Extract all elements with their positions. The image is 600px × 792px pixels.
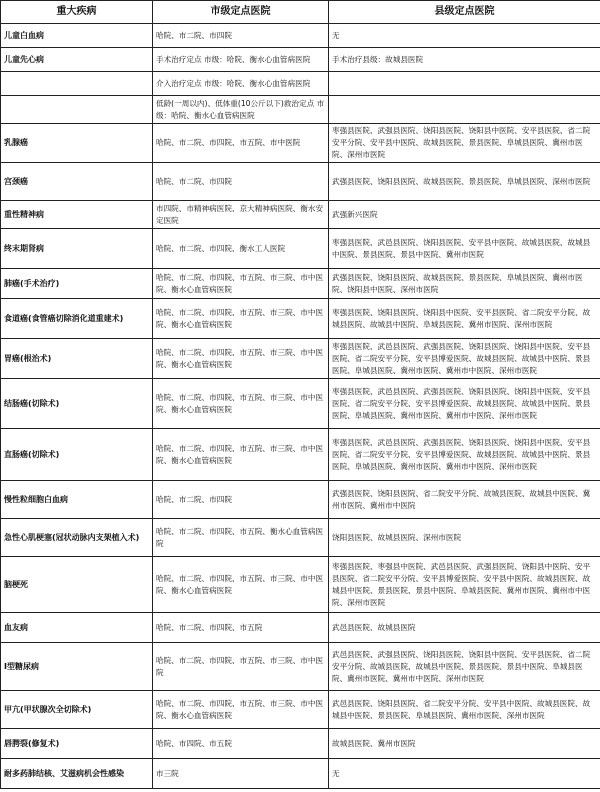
county-hospitals-cell: 无 bbox=[329, 759, 600, 789]
city-hospitals-cell: 哈院、市四院、市五院 bbox=[153, 729, 329, 759]
table-row bbox=[1, 269, 600, 299]
disease-cell: 甲亢(甲状腺次全切除术) bbox=[1, 691, 153, 729]
city-hospitals-cell: 哈院、市二院、市四院、市五院、市三院、市中医院、衡水心血管病医院 bbox=[153, 339, 329, 379]
disease-cell: 食道癌(食管癌切除消化道重建术) bbox=[1, 299, 153, 339]
county-hospitals-cell: 枣强县医院、武邑县医院、武强县医院、饶阳县医院、饶阳县中医院、安平县医院、省二院安平分院、安平县博爱医院、故城县医院、故城县中医院、景县医院、阜城县医院、冀州市医院、冀州市中医院、深州市医院 bbox=[329, 429, 600, 481]
county-hospitals-cell: 武强县医院、饶阳县医院、省二院安平分院、故城县医院、故城县中医院、冀州市医院、冀州市中医院 bbox=[329, 481, 600, 519]
disease-cell: Ⅰ型糖尿病 bbox=[1, 643, 153, 691]
table-row bbox=[1, 201, 600, 229]
table-row bbox=[1, 299, 600, 339]
city-hospitals-cell: 哈院、市二院、市四院、市五院、市三院、市中医院、衡水心血管病医院 bbox=[153, 691, 329, 729]
table-row bbox=[1, 691, 600, 729]
county-hospitals-cell: 无 bbox=[329, 24, 600, 48]
disease-cell: 重性精神病 bbox=[1, 201, 153, 229]
table-row bbox=[1, 124, 600, 163]
disease-cell: 儿童先心病 bbox=[1, 48, 153, 72]
disease-cell: 胃癌(根治术) bbox=[1, 339, 153, 379]
disease-cell bbox=[1, 96, 153, 124]
disease-cell: 乳腺癌 bbox=[1, 124, 153, 163]
table-row bbox=[1, 429, 600, 481]
disease-cell: 唇腭裂(修复术) bbox=[1, 729, 153, 759]
city-hospitals-cell: 哈院、市二院、市四院 bbox=[153, 481, 329, 519]
county-hospitals-cell bbox=[329, 72, 600, 96]
disease-cell: 慢性粒细胞白血病 bbox=[1, 481, 153, 519]
city-hospitals-cell: 哈院、市二院、市四院、市五院、市三院、市中医院、衡水心血管病医院 bbox=[153, 269, 329, 299]
disease-cell: 耐多药肺结核、艾滋病机会性感染 bbox=[1, 759, 153, 789]
table-row bbox=[1, 48, 600, 72]
city-hospitals-cell: 哈院、市二院、市四院 bbox=[153, 24, 329, 48]
table-row bbox=[1, 24, 600, 48]
city-hospitals-cell: 哈院、市二院、市四院、市五院、衡水心血管病医院 bbox=[153, 519, 329, 557]
county-hospitals-cell: 武邑县医院、故城县医院 bbox=[329, 613, 600, 643]
disease-cell: 急性心肌梗塞(冠状动脉内支架植入术) bbox=[1, 519, 153, 557]
city-hospitals-cell: 市四院、市精神病医院、京大精神病医院、衡水安定医院 bbox=[153, 201, 329, 229]
city-hospitals-cell: 哈院、市二院、市四院、衡水工人医院 bbox=[153, 229, 329, 269]
table-row bbox=[1, 163, 600, 201]
county-hospitals-cell: 武邑县医院、饶阳县医院、省二院安平分院、安平县中医院、故城县医院、故城县中医院、景县医院、阜城县医院、冀州市医院、深州市医院 bbox=[329, 691, 600, 729]
county-hospitals-cell: 手术治疗县级：故城县医院 bbox=[329, 48, 600, 72]
header-city-hospitals: 市级定点医院 bbox=[153, 1, 329, 24]
table-row bbox=[1, 339, 600, 379]
county-hospitals-cell: 武强县医院、饶阳县医院、故城县医院、景县医院、阜城县医院、深州市医院 bbox=[329, 163, 600, 201]
disease-cell: 肺癌(手术治疗) bbox=[1, 269, 153, 299]
county-hospitals-cell: 枣强县医院、饶阳县医院、饶阳县中医院、安平县医院、省二院安平分院、故城县医院、故城县中医院、阜城县医院、冀州市医院、深州市医院 bbox=[329, 299, 600, 339]
city-hospitals-cell: 哈院、市二院、市四院、市五院、市三院、市中医院、衡水心血管病医院 bbox=[153, 379, 329, 429]
table-row bbox=[1, 519, 600, 557]
header-disease: 重大疾病 bbox=[1, 1, 153, 24]
county-hospitals-cell: 武强县医院、饶阳县医院、故城县医院、景县医院、阜城县医院、冀州市医院、饶阳县中医院、深州市医院 bbox=[329, 269, 600, 299]
table-row bbox=[1, 613, 600, 643]
county-hospitals-cell: 武强新兴医院 bbox=[329, 201, 600, 229]
table-row bbox=[1, 481, 600, 519]
county-hospitals-cell: 饶阳县医院、故城县医院、深州市医院 bbox=[329, 519, 600, 557]
county-hospitals-cell bbox=[329, 96, 600, 124]
table-row bbox=[1, 759, 600, 789]
disease-cell: 脑梗死 bbox=[1, 557, 153, 613]
city-hospitals-cell: 哈院、市二院、市四院、市五院、市三院、市中医院、衡水心血管病医院 bbox=[153, 299, 329, 339]
city-hospitals-cell: 手术治疗定点 市级：哈院、衡水心血管病医院 bbox=[153, 48, 329, 72]
table-row bbox=[1, 96, 600, 124]
table-header-row bbox=[1, 1, 600, 24]
disease-cell bbox=[1, 72, 153, 96]
city-hospitals-cell: 哈院、市二院、市四院、市五院、市三院、市中医院、衡水心血管病医院 bbox=[153, 429, 329, 481]
disease-cell: 结肠癌(切除术) bbox=[1, 379, 153, 429]
county-hospitals-cell: 枣强县医院、枣强县中医院、武邑县医院、武强县医院、饶阳县中医院、安平县医院、省二院安平分院、安平县博爱医院、安平县中医院、故城县医院、故城县中医院、景县医院、景县中医院、阜城县医院、冀州市医院、冀州市中医院、深州市医院 bbox=[329, 557, 600, 613]
disease-cell: 血友病 bbox=[1, 613, 153, 643]
disease-cell: 宫颈癌 bbox=[1, 163, 153, 201]
table-row bbox=[1, 379, 600, 429]
county-hospitals-cell: 武邑县医院、武强县医院、饶阳县医院、饶阳县中医院、安平县医院、省二院安平分院、故城县医院、故城县中医院、景县医院、景县中医院、阜城县医院、冀州市医院、冀州市中医院、深州市医院 bbox=[329, 643, 600, 691]
city-hospitals-cell: 哈院、市二院、市四院、市五院、市三院、市中医院、衡水心血管病医院 bbox=[153, 557, 329, 613]
county-hospitals-cell: 枣强县医院、武邑县医院、饶阳县医院、安平县中医院、故城县医院、故城县中医院、景县医院、景县中医院、冀州市医院 bbox=[329, 229, 600, 269]
table-row bbox=[1, 643, 600, 691]
county-hospitals-cell: 故城县医院、冀州市医院 bbox=[329, 729, 600, 759]
county-hospitals-cell: 枣强县医院、武强县医院、饶阳县医院、饶阳县中医院、安平县医院、省二院安平分院、安平县中医院、故城县医院、景县医院、阜城县医院、冀州市医院、深州市医院 bbox=[329, 124, 600, 163]
city-hospitals-cell: 市三院 bbox=[153, 759, 329, 789]
city-hospitals-cell: 哈院、市二院、市四院、市五院、市三院、市中医院 bbox=[153, 643, 329, 691]
table-row bbox=[1, 72, 600, 96]
disease-cell: 儿童白血病 bbox=[1, 24, 153, 48]
table-row bbox=[1, 729, 600, 759]
city-hospitals-cell: 介入治疗定点 市级：哈院、衡水心血管病医院 bbox=[153, 72, 329, 96]
city-hospitals-cell: 哈院、市二院、市四院、市五院 bbox=[153, 613, 329, 643]
disease-cell: 直肠癌(切除术) bbox=[1, 429, 153, 481]
county-hospitals-cell: 枣强县医院、武邑县医院、武强县医院、饶阳县医院、饶阳县中医院、安平县医院、省二院安平分院、安平县博爱医院、故城县医院、故城县中医院、景县医院、阜城县医院、冀州市医院、冀州市中医院、深州市医院 bbox=[329, 379, 600, 429]
table-row bbox=[1, 557, 600, 613]
city-hospitals-cell: 哈院、市二院、市四院 bbox=[153, 163, 329, 201]
city-hospitals-cell: 哈院、市二院、市四院、市五院、市中医院 bbox=[153, 124, 329, 163]
disease-cell: 终末期肾病 bbox=[1, 229, 153, 269]
header-county-hospitals: 县级定点医院 bbox=[329, 1, 600, 24]
city-hospitals-cell: 低龄(一周以内)、低体重(10公斤以下)救治定点 市级：哈院、衡水心血管病医院 bbox=[153, 96, 329, 124]
county-hospitals-cell: 枣强县医院、武邑县医院、武强县医院、饶阳县医院、饶阳县中医院、安平县医院、省二院安平分院、安平县博爱医院、故城县医院、故城县中医院、景县医院、阜城县医院、冀州市医院、冀州市中医院、深州市医院 bbox=[329, 339, 600, 379]
table-row bbox=[1, 229, 600, 269]
